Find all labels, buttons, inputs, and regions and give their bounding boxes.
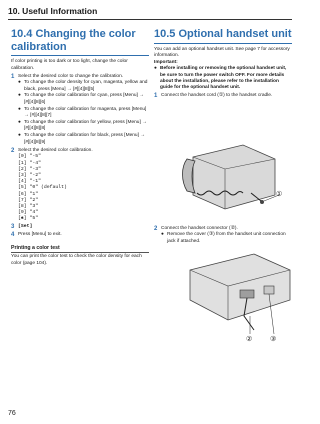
calibration-option: [8] "3" — [18, 203, 39, 209]
step-number: 2 — [11, 147, 15, 154]
calibration-option: [5] "0" (default) — [18, 185, 67, 191]
subsection-title: Printing a color test — [11, 244, 60, 251]
step-text: Select the desired color to change the calibration. — [18, 73, 124, 79]
step-number: 2 — [154, 225, 158, 232]
step-number: 4 — [11, 232, 15, 239]
callout-3: ③ — [270, 336, 277, 343]
title-rule — [154, 43, 292, 44]
bullet-icon: ● — [18, 80, 21, 86]
calibration-option: [3] "-2" — [18, 172, 42, 178]
step-number: 1 — [154, 93, 158, 100]
bullet-item — [18, 120, 149, 133]
calibration-option: [6] "1" — [18, 191, 39, 197]
callout-1: ① — [276, 191, 283, 198]
right-column-lower — [154, 224, 292, 245]
handset-connector-illustration — [184, 250, 294, 340]
bullet-item — [161, 232, 292, 245]
step-text: Connect the handset connector (②). — [161, 225, 238, 231]
important-label: Important: — [154, 59, 178, 65]
step-text: Connect the handset cord (①) to the handset cradle. — [161, 93, 273, 99]
title-rule — [11, 55, 149, 56]
calibration-option: [1] "-4" — [18, 160, 42, 166]
bullet-item — [18, 133, 149, 146]
page-number: 76 — [8, 410, 16, 417]
step-3 — [11, 224, 149, 231]
bullet-text: Remove the cover (③) from the handset unit connection jack if attached. — [167, 232, 286, 244]
bullet-icon: ● — [18, 106, 21, 112]
bullet-item — [18, 107, 149, 120]
calibration-option: [7] "2" — [18, 197, 39, 203]
calibration-option: [4] "-1" — [18, 179, 42, 185]
bullet-item — [18, 93, 149, 106]
bullet-icon: ● — [161, 232, 164, 238]
bullet-item — [18, 80, 149, 93]
intro-text: You can add an optional handset unit. See page 7 for accessory information. — [154, 46, 290, 59]
handset-cradle-illustration — [175, 137, 293, 221]
calibration-option: [0] "-5" — [18, 154, 42, 160]
header-rule — [8, 19, 292, 20]
subsection-rule — [11, 252, 149, 253]
bullet-icon: ● — [18, 133, 21, 139]
step-text: Select the desired color calibration. — [18, 147, 93, 153]
bullet-text: To change the color density for cyan, magenta, yellow and black, press [Menu] → [#][4][8][5] — [24, 80, 148, 92]
calibration-option: [✱] "5" — [18, 216, 39, 222]
step-text: [Set] — [18, 224, 33, 230]
bullet-text: To change the color calibration for yellow, press [Menu] → [#][4][8][8] — [24, 119, 147, 132]
step-4 — [11, 232, 149, 239]
important-item — [154, 66, 292, 92]
right-column — [154, 28, 292, 100]
bullet-icon: ● — [18, 119, 21, 125]
subsection-text: You can print the color test to check the color density for each color (page 104). — [11, 254, 142, 266]
bullet-text: To change the color calibration for black, press [Menu] → [#][4][8][9] — [24, 133, 146, 145]
bullet-text: To change the color calibration for magenta, press [Menu] → [#][4][8][7] — [24, 106, 147, 119]
bullet-icon: ● — [18, 93, 21, 99]
callout-2: ② — [246, 336, 253, 343]
step-1 — [154, 93, 292, 100]
bullet-text: To change the color calibration for cyan, press [Menu] → [#][4][8][6] — [24, 93, 144, 106]
intro-text: If color printing is too dark or too light, change the color calibration. — [11, 59, 128, 71]
left-column — [11, 28, 149, 268]
bullet-icon: ● — [154, 66, 157, 72]
step-number: 1 — [11, 73, 15, 80]
important-text: Before installing or removing the optional handset unit, be sure to turn the power switch OFF. For more details about the installation, please refer to the installation guide for the optional handset unit. — [160, 66, 287, 91]
step-number: 3 — [11, 224, 15, 231]
step-text: Press [Menu] to exit. — [18, 232, 62, 238]
running-header: 10. Useful Information — [8, 6, 98, 16]
section-title-color-calibration: 10.4 Changing the color calibration — [11, 28, 136, 53]
calibration-option: [9] "4" — [18, 210, 39, 216]
calibration-option: [2] "-3" — [18, 166, 42, 172]
section-title-handset-unit: 10.5 Optional handset unit — [154, 28, 292, 40]
